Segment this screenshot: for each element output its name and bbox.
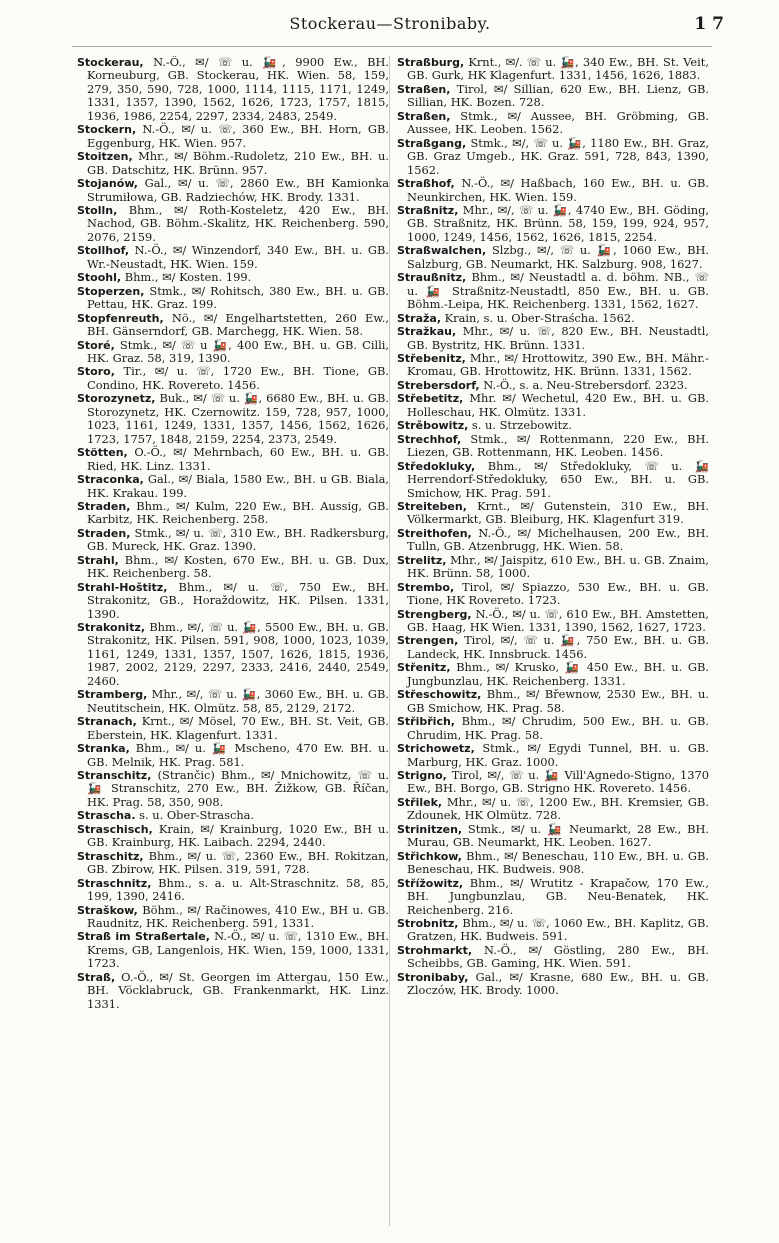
gazetteer-entry bbox=[77, 204, 389, 244]
entry-text: Krain, ✉/ Krainburg, 1020 Ew., BH u. GB. Krainburg, HK. Laibach. 2294, 2440. bbox=[87, 821, 389, 850]
entry-text: s. u. Strzebowitz. bbox=[471, 418, 572, 433]
entry-headword: Strembo, bbox=[397, 580, 455, 594]
entry-text: O.-Ö., ✉/ Mehrnbach, 60 Ew., BH. u. GB. Ried, HK. Linz. 1331. bbox=[87, 445, 389, 473]
entry-headword: Straß im Straßertale, bbox=[77, 930, 210, 944]
entry-headword: Střenitz, bbox=[397, 661, 451, 675]
entry-text: Slzbg., ✉/, ☏ u. 🚂, 1060 Ew., BH. Salzburg, GB. Neumarkt, HK. Salzburg. 908, 1627. bbox=[407, 243, 709, 271]
gazetteer-entry bbox=[397, 971, 709, 998]
entry-headword: Stranach, bbox=[77, 715, 137, 729]
page-number: 1 7 bbox=[694, 14, 724, 34]
entry-headword: Streiteben, bbox=[397, 499, 467, 513]
entry-text: Krnt., ✉/. ☏ u. 🚂, 340 Ew., BH. St. Veit, GB. Gurk, HK Klagenfurt. 1331, 1456, 1626, 1883. bbox=[407, 56, 709, 83]
gazetteer-entry bbox=[397, 137, 709, 177]
entry-text: Stmk., ✉/, ☏ u. 🚂, 1180 Ew., BH. Graz, GB. Graz Umgeb., HK. Graz. 591, 728, 843, 1390, 1562. bbox=[407, 135, 709, 177]
gazetteer-entry bbox=[397, 56, 709, 83]
gazetteer-entry bbox=[77, 365, 389, 392]
gazetteer-entry bbox=[77, 312, 389, 339]
entry-text: Bhm., ✉/ Roth-Kosteletz, 420 Ew., BH. Nachod, GB. Böhm.-Skalitz, HK. Reichenberg. 590, 2076, 2159. bbox=[87, 202, 389, 244]
entry-headword: Storé, bbox=[77, 338, 115, 352]
entry-headword: Straußnitz, bbox=[397, 271, 467, 285]
entry-text: N.-Ö., ✉/ u. ☏, 360 Ew., BH. Horn, GB. Eggenburg, HK. Wien. 957. bbox=[87, 122, 389, 150]
entry-headword: Straschnitz, bbox=[77, 876, 152, 890]
entry-headword: Straškow, bbox=[77, 903, 138, 917]
entry-headword: Straßburg, bbox=[397, 56, 465, 69]
entry-text: N.-Ö., ✉/ Michelhausen, 200 Ew., BH. Tulln, GB. Atzenbrugg, HK. Wien. 58. bbox=[407, 525, 709, 554]
gazetteer-entry bbox=[77, 392, 389, 446]
entry-text: Krain, s. u. Ober-Straścha. 1562. bbox=[444, 310, 635, 325]
entry-text: Bhm., ✉/ Kosten, 670 Ew., BH. u. GB. Dux, HK. Reichenberg. 58. bbox=[87, 552, 389, 581]
entry-headword: Stranschitz, bbox=[77, 769, 152, 783]
entry-text: Bhm., s. a. u. Alt-Straschnitz. 58, 85, 199, 1390, 2416. bbox=[87, 875, 389, 904]
entry-headword: Stollhof, bbox=[77, 244, 130, 258]
gazetteer-entry bbox=[397, 850, 709, 877]
entry-text: Stmk., ✉/ u. 🚂 Neumarkt, 28 Ew., BH. Murau, GB. Neumarkt, HK. Leoben. 1627. bbox=[407, 821, 709, 850]
gazetteer-entry bbox=[77, 123, 389, 150]
entry-headword: Strengen, bbox=[397, 634, 459, 648]
entry-headword: Straßnitz, bbox=[397, 203, 459, 217]
entry-text: Bhm., ✉/, ☏ u. 🚂, 5500 Ew., BH. u. GB. Strakonitz, HK. Pilsen. 591, 908, 1000, 1023, 1039, 1161, 1249, 1331, 1357, 1507, 1626, 1815, 1936, 1987, 2002, 2129, 2297, 2333, 2416, 2440, 2549, 2460. bbox=[87, 620, 389, 688]
entry-text: Bhm., ✉/ Wrutitz - Krapačow, 170 Ew., BH. Jungbunzlau, GB. Neu-Benatek, HK. Reichenberg. 216. bbox=[407, 875, 709, 917]
entry-headword: Straßgang, bbox=[397, 136, 467, 150]
gazetteer-entry bbox=[77, 904, 389, 931]
entry-text: Stmk., ✉/ ☏ u 🚂, 400 Ew., BH. u. GB. Cilli, HK. Graz. 58, 319, 1390. bbox=[87, 337, 389, 365]
entry-headword: Storo, bbox=[77, 365, 115, 379]
entry-headword: Strengberg, bbox=[397, 607, 472, 621]
entry-headword: Strelitz, bbox=[397, 553, 447, 567]
entry-headword: Střeschowitz, bbox=[397, 688, 482, 702]
gazetteer-entry bbox=[77, 809, 389, 822]
entry-text: Mhr., ✉/, ☏ u. 🚂, 3060 Ew., BH. u. GB. Neutitschein, HK. Olmütz. 58, 85, 2129, 2172. bbox=[87, 687, 389, 715]
entry-text: Bhm., ✉/ Břewnow, 2530 Ew., BH. u. GB Smichow, HK. Prag. 58. bbox=[407, 687, 709, 715]
entry-text: Bhm., ✉/ Středokluky, ☏ u. 🚂 Herrendorf-Středokluky, 650 Ew., BH. u. GB. Smichow, HK. Prag. 591. bbox=[407, 458, 709, 500]
entry-headword: Středokluky, bbox=[397, 459, 476, 473]
entry-text: Bhm., ✉/ Kosten. 199. bbox=[124, 270, 252, 285]
gazetteer-entry bbox=[77, 446, 389, 473]
gazetteer-entry bbox=[77, 688, 389, 715]
gazetteer-entry bbox=[397, 352, 709, 379]
gazetteer-entry bbox=[77, 850, 389, 877]
entry-headword: Storozynetz, bbox=[77, 392, 156, 406]
entry-text: O.-Ö., ✉/ St. Georgen im Attergau, 150 Ew., BH. Vöcklabruck, GB. Frankenmarkt, HK. Linz. 1331. bbox=[87, 969, 389, 1011]
gazetteer-entry bbox=[77, 150, 389, 177]
entry-text: Mhr., ✉/, ☏ u. 🚂, 4740 Ew., BH. Göding, GB. Straßnitz, HK. Brünn. 58, 159, 199, 924, 957, 1000, 1249, 1456, 1562, 1626, 1815, 2254. bbox=[407, 202, 709, 244]
gazetteer-entry bbox=[397, 500, 709, 527]
entry-text: Bhm., ✉/ u. ☏, 750 Ew., BH. Strakonitz, GB., Horaždowitz, HK. Pilsen. 1331, 1390. bbox=[87, 579, 389, 621]
gazetteer-entry bbox=[397, 715, 709, 742]
gazetteer-entry bbox=[397, 271, 709, 311]
entry-headword: Strakonitz, bbox=[77, 621, 146, 635]
entry-headword: Střilek, bbox=[397, 795, 443, 809]
entry-text: N.-Ö., ✉/ Haßbach, 160 Ew., BH. u. GB. Neunkirchen, HK. Wien. 159. bbox=[407, 176, 709, 204]
gazetteer-entry bbox=[397, 433, 709, 460]
page-header bbox=[70, 14, 724, 40]
entry-text: Bhm., ✉/ Kulm, 220 Ew., BH. Aussig, GB. Karbitz, HK. Reichenberg. 258. bbox=[87, 498, 389, 527]
gazetteer-entry bbox=[397, 110, 709, 137]
entry-headword: Strahl, bbox=[77, 553, 119, 567]
entry-headword: Strěbowitz, bbox=[397, 419, 469, 433]
entry-headword: Stoperzen, bbox=[77, 284, 145, 298]
entry-text: Mhr., ✉/ Böhm.-Rudoletz, 210 Ew., BH. u. GB. Datschitz, HK. Brünn. 957. bbox=[87, 149, 389, 177]
gazetteer-entry bbox=[397, 634, 709, 661]
gazetteer-entry bbox=[397, 917, 709, 944]
gazetteer-entry bbox=[77, 177, 389, 204]
gazetteer-entry bbox=[77, 554, 389, 581]
entry-text: Tirol, ✉/, ☏ u. 🚂 Vill'Agnedo-Stigno, 1370 Ew., BH. Borgo, GB. Strigno HK. Rovereto. 1456. bbox=[407, 768, 709, 796]
entry-text: Gal., ✉/ u. ☏, 2860 Ew., BH Kamionka Strumiłowa, GB. Radziechów, HK. Brody. 1331. bbox=[87, 176, 389, 204]
entry-text: (Strančic) Bhm., ✉/ Mnichowitz, ☏ u. 🚂 Stranschitz, 270 Ew., BH. Žižkow, GB. Říčan, HK. Prag. 58, 350, 908. bbox=[87, 768, 389, 809]
gazetteer-entry bbox=[397, 944, 709, 971]
gazetteer-entry bbox=[77, 271, 389, 284]
gazetteer-entry bbox=[397, 796, 709, 823]
entry-headword: Střebenitz, bbox=[397, 351, 466, 365]
gazetteer-entry bbox=[77, 715, 389, 742]
gazetteer-entry bbox=[397, 608, 709, 635]
entry-text: Buk., ✉/ ☏ u. 🚂, 6680 Ew., BH. u. GB. Storozynetz, HK. Czernowitz. 159, 728, 957, 1000, 1023, 1161, 1249, 1331, 1357, 1456, 1562, 1626, 1723, 1757, 1848, 2159, 2254, 2373, 2549. bbox=[87, 391, 389, 446]
entry-text: Bhm., ✉/ u. 🚂 Mscheno, 470 Ew. BH. u. GB. Melnik, HK. Prag. 581. bbox=[87, 741, 389, 769]
entry-text: s. u. Ober-Strascha. bbox=[139, 808, 255, 823]
entry-headword: Stojanów, bbox=[77, 177, 138, 191]
gazetteer-entry bbox=[77, 500, 389, 527]
gazetteer-entry bbox=[77, 56, 389, 123]
entry-text: Bhm., ✉/ Krusko, 🚂 450 Ew., BH. u. GB. Jungbunzlau, HK. Reichenberg. 1331. bbox=[407, 660, 709, 688]
entry-text: N.-Ö., ✉/ u. ☏, 610 Ew., BH. Amstetten, GB. Haag, HK Wien. 1331, 1390, 1562, 1627, 1723. bbox=[407, 606, 709, 635]
entry-headword: Strichowetz, bbox=[397, 742, 475, 756]
entry-headword: Straconka, bbox=[77, 473, 144, 487]
entry-headword: Strohmarkt, bbox=[397, 943, 473, 957]
entry-headword: Strobnitz, bbox=[397, 917, 459, 930]
left-column bbox=[77, 56, 389, 1226]
entry-text: Böhm., ✉/ Račinowes, 410 Ew., BH u. GB. Raudnitz, HK. Reichenberg. 591, 1331. bbox=[87, 902, 389, 930]
entry-text: Tirol, ✉/ Sillian, 620 Ew., BH. Lienz, GB. Sillian, HK. Bozen. 728. bbox=[407, 81, 709, 110]
entry-headword: Strebersdorf, bbox=[397, 378, 480, 392]
entry-text: Bhm., ✉/ Chrudim, 500 Ew., BH. u. GB. Chrudim, HK. Prag. 58. bbox=[407, 714, 709, 742]
gazetteer-entry bbox=[77, 621, 389, 688]
entry-text: Krnt., ✉/ Mösel, 70 Ew., BH. St. Veit, GB. Eberstein, HK. Klagenfurt. 1331. bbox=[87, 714, 389, 742]
gazetteer-entry bbox=[77, 473, 389, 500]
entry-text: N.-Ö., ✉/ Göstling, 280 Ew., BH. Scheibbs, GB. Gaming, HK. Wien. 591. bbox=[407, 942, 709, 971]
entry-headword: Stražkau, bbox=[397, 325, 457, 339]
entry-text: Gal., ✉/ Biala, 1580 Ew., BH. u GB. Biala, HK. Krakau. 199. bbox=[87, 472, 389, 500]
gazetteer-entry bbox=[397, 527, 709, 554]
entry-headword: Stockern, bbox=[77, 123, 137, 137]
entry-text: Bhm., ✉/ u. ☏, 1060 Ew., BH. Kaplitz, GB. Gratzen, HK. Budweis. 591. bbox=[407, 916, 709, 944]
entry-headword: Strinitzen, bbox=[397, 822, 463, 836]
gazetteer-entry bbox=[77, 930, 389, 970]
entry-text: Krnt., ✉/ Gutenstein, 310 Ew., BH. Völkermarkt, GB. Bleiburg, HK. Klagenfurt 319. bbox=[407, 498, 709, 527]
gazetteer-entry bbox=[397, 460, 709, 500]
gazetteer-entry bbox=[397, 379, 709, 392]
entry-text: N.-Ö., ✉/ Winzendorf, 340 Ew., BH. u. GB. Wr.-Neustadt, HK. Wien. 159. bbox=[87, 243, 389, 271]
gazetteer-entry bbox=[397, 204, 709, 244]
entry-text: Stmk., ✉/ u. ☏, 310 Ew., BH. Radkersburg, GB. Mureck, HK. Graz. 1390. bbox=[87, 525, 389, 554]
gazetteer-entry bbox=[397, 177, 709, 204]
entry-headword: Straßhof, bbox=[397, 177, 455, 191]
gazetteer-entry bbox=[397, 392, 709, 419]
entry-text: Tir., ✉/ u. ☏, 1720 Ew., BH. Tione, GB. Condino, HK. Rovereto. 1456. bbox=[87, 364, 389, 392]
gazetteer-entry bbox=[77, 244, 389, 271]
gazetteer-entry bbox=[397, 325, 709, 352]
entry-headword: Stramberg, bbox=[77, 688, 148, 702]
right-column bbox=[397, 56, 709, 1226]
entry-headword: Streithofen, bbox=[397, 526, 472, 540]
gazetteer-entry bbox=[397, 312, 709, 325]
entry-headword: Stoohl, bbox=[77, 271, 122, 285]
entry-headword: Straßwalchen, bbox=[397, 244, 487, 258]
gazetteer-entry bbox=[77, 971, 389, 1011]
entry-text: Mhr., ✉/ Jaispitz, 610 Ew., BH. u. GB. Znaim, HK. Brünn. 58, 1000. bbox=[407, 552, 709, 581]
gazetteer-entry bbox=[77, 581, 389, 621]
gazetteer-entry bbox=[397, 83, 709, 110]
entry-text: Bhm., ✉/ u. ☏, 2360 Ew., BH. Rokitzan, GB. Zbirow, HK. Pilsen. 319, 591, 728. bbox=[87, 848, 389, 877]
running-title: Stockerau—Stronibaby. bbox=[289, 14, 491, 33]
entry-headword: Stoitzen, bbox=[77, 150, 133, 164]
gazetteer-entry bbox=[77, 285, 389, 312]
gazetteer-entry bbox=[397, 554, 709, 581]
entry-headword: Straschisch, bbox=[77, 822, 153, 836]
gazetteer-entry bbox=[397, 661, 709, 688]
entry-text: Stmk., ✉/ Aussee, BH. Gröbming, GB. Aussee, HK. Leoben. 1562. bbox=[407, 108, 709, 137]
entry-headword: Straža, bbox=[397, 311, 442, 325]
entry-text: Bhm., ✉/ Beneschau, 110 Ew., BH. u. GB. Beneschau, HK. Budweis. 908. bbox=[407, 848, 709, 877]
entry-headword: Strahl-Hoštitz, bbox=[77, 580, 168, 594]
entry-text: N.-Ö., ✉/ u. ☏, 1310 Ew., BH. Krems, GB, Langenlois, HK. Wien, 159, 1000, 1331, 1723. bbox=[87, 929, 389, 971]
gazetteer-entry bbox=[77, 769, 389, 809]
entry-headword: Stopfenreuth, bbox=[77, 311, 164, 325]
entry-text: N.-Ö., ✉/ ☏ u. 🚂, 9900 Ew., BH. Korneuburg, GB. Stockerau, HK. Wien. 58, 159, 279, 350, 590, 728, 1000, 1114, 1115, 1171, 1249, 1331, 1357, 1390, 1562, 1626, 1723, 1757, 1815, 1936, 1986, 2254, 2297, 2334, 2483, 2549. bbox=[87, 56, 389, 123]
entry-headword: Straß, bbox=[77, 970, 116, 984]
entry-headword: Střichkow, bbox=[397, 849, 462, 863]
entry-text: Nö., ✉/ Engelhartstetten, 260 Ew., BH. Gänserndorf, GB. Marchegg, HK. Wien. 58. bbox=[87, 310, 389, 339]
entry-headword: Stronibaby, bbox=[397, 970, 469, 984]
gazetteer-entry bbox=[77, 877, 389, 904]
entry-headword: Střebetitz, bbox=[397, 392, 464, 406]
entry-headword: Strechhof, bbox=[397, 432, 462, 446]
entry-headword: Straßen, bbox=[397, 82, 451, 96]
gazetteer-entry bbox=[77, 339, 389, 366]
gazetteer-entry bbox=[397, 742, 709, 769]
gazetteer-entry bbox=[397, 877, 709, 917]
gazetteer-entry bbox=[397, 581, 709, 608]
entry-headword: Stranka, bbox=[77, 742, 130, 756]
entry-headword: Střížowitz, bbox=[397, 876, 464, 890]
entry-text: Mhr. ✉/ Wechetul, 420 Ew., BH. u. GB. Holleschau, HK. Olmütz. 1331. bbox=[407, 391, 709, 419]
entry-text: Stmk., ✉/ Rottenmann, 220 Ew., BH. Liezen, GB. Rottenmann, HK. Leoben. 1456. bbox=[407, 431, 709, 460]
gazetteer-entry bbox=[397, 688, 709, 715]
gazetteer-entry bbox=[77, 823, 389, 850]
entry-headword: Strigno, bbox=[397, 769, 447, 783]
entry-headword: Straden, bbox=[77, 499, 131, 513]
entry-text: Stmk., ✉/ Rohitsch, 380 Ew., BH. u. GB. Pettau, HK. Graz. 199. bbox=[87, 283, 389, 312]
header-rule bbox=[72, 46, 712, 47]
entry-text: N.-Ö., s. a. Neu-Strebersdorf. 2323. bbox=[483, 377, 688, 392]
entry-headword: Straschitz, bbox=[77, 849, 144, 863]
entry-text: Tirol, ✉/ Spiazzo, 530 Ew., BH. u. GB. Tione, HK Rovereto. 1723. bbox=[407, 579, 709, 608]
gazetteer-entry bbox=[397, 823, 709, 850]
entry-text: Mhr., ✉/ u. ☏, 1200 Ew., BH. Kremsier, GB. Zdounek, HK Olmütz. 728. bbox=[407, 794, 709, 823]
entry-text: Gal., ✉/ Krasne, 680 Ew., BH. u. GB. Zloczów, HK. Brody. 1000. bbox=[407, 969, 709, 998]
gazetteer-entry bbox=[397, 244, 709, 271]
entry-text: Bhm., ✉/ Neustadtl a. d. böhm. NB., ☏ u. 🚂 Straßnitz-Neustadtl, 850 Ew., BH. u. GB. Böhm.-Leipa, HK. Reichenberg. 1331, 1562, 1627. bbox=[407, 270, 709, 312]
entry-headword: Střibřich, bbox=[397, 715, 455, 729]
entry-text: Mhr., ✉/ u. ☏, 820 Ew., BH. Neustadtl, GB. Bystritz, HK. Brünn. 1331. bbox=[407, 324, 709, 352]
column-divider bbox=[389, 56, 390, 1226]
entry-headword: Straßen, bbox=[397, 109, 451, 123]
entry-text: Tirol, ✉/, ☏ u. 🚂, 750 Ew., BH. u. GB. Landeck, HK. Innsbruck. 1456. bbox=[407, 633, 709, 661]
gazetteer-entry bbox=[397, 419, 709, 432]
gazetteer-entry bbox=[397, 769, 709, 796]
entry-text: Stmk., ✉/ Egydi Tunnel, BH. u. GB. Marburg, HK. Graz. 1000. bbox=[407, 741, 709, 769]
entry-headword: Stötten, bbox=[77, 446, 128, 460]
gazetteer-entry bbox=[77, 527, 389, 554]
entry-headword: Stolln, bbox=[77, 203, 118, 217]
entry-text: Mhr., ✉/ Hrottowitz, 390 Ew., BH. Mähr.-Kromau, GB. Hrottowitz, HK. Brünn. 1331, 1562. bbox=[407, 350, 709, 379]
gazetteer-entry bbox=[77, 742, 389, 769]
entry-headword: Strascha. bbox=[77, 809, 136, 823]
entry-headword: Stockerau, bbox=[77, 56, 144, 69]
entry-headword: Straden, bbox=[77, 526, 131, 540]
